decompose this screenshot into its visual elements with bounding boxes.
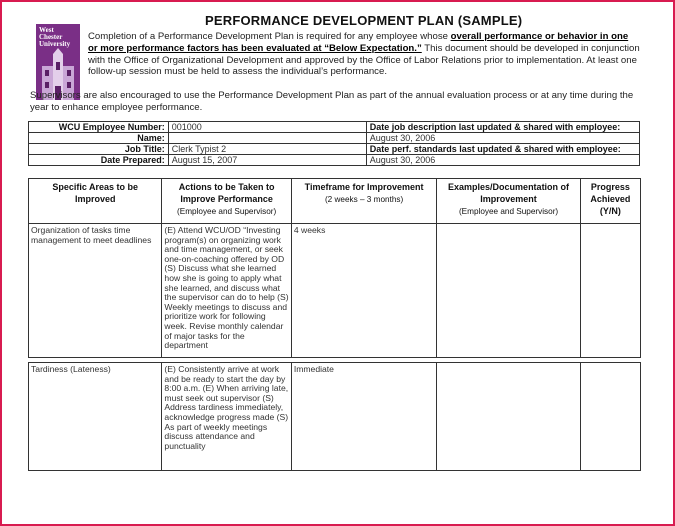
intro-text-2: This document should be developed in conjunction with the Office of Organizational Development and approved by the Office of Labor Relations prior to implementation. At least one follow-up session must be held to assess the individual’s performance. bbox=[88, 42, 640, 78]
page-title: PERFORMANCE DEVELOPMENT PLAN (SAMPLE) bbox=[205, 13, 523, 28]
examples-cell[interactable] bbox=[437, 224, 580, 358]
job-title-value[interactable]: Clerk Typist 2 bbox=[168, 144, 366, 155]
header-actions bbox=[162, 179, 291, 224]
date-prepared-label: Date Prepared: bbox=[29, 155, 169, 166]
header-timeframe-text: Timeframe for Improvement bbox=[304, 182, 424, 192]
timeframe-cell[interactable]: 4 weeks bbox=[291, 224, 436, 358]
area-cell[interactable]: Organization of tasks time management to meet deadlines bbox=[29, 224, 162, 358]
employee-info-table bbox=[28, 121, 640, 166]
job-desc-date[interactable]: August 30, 2006 bbox=[366, 133, 639, 144]
progress-cell[interactable] bbox=[580, 363, 640, 471]
actions-cell[interactable]: (E) Attend WCU/OD “Investing program(s) on organizing work and time management, or seek one-on-coaching offered by OD (S) Discuss what she learned how she is going to apply what she learned, and discuss what the supervisor can do to help (S) Weekly meetings to discuss and prioritize work for following week. Revise monthly calendar of major tasks for the department bbox=[162, 224, 291, 358]
header-examples bbox=[437, 179, 580, 224]
logo-text: West Chester University bbox=[39, 26, 71, 48]
header-areas bbox=[29, 179, 162, 224]
header-actions-text: Actions to be Taken to Improve Performance bbox=[178, 182, 275, 204]
header-progress-sub: (Y/N) bbox=[599, 206, 621, 216]
examples-cell[interactable] bbox=[437, 363, 580, 471]
area-cell[interactable]: Tardiness (Lateness) bbox=[29, 363, 162, 471]
header-actions-sub: (Employee and Supervisor) bbox=[177, 207, 277, 216]
header-examples-text: Examples/Documentation of Improvement bbox=[448, 182, 570, 204]
header-progress-text: Progress Achieved bbox=[590, 182, 631, 204]
job-desc-label: Date job description last updated & shared with employee: bbox=[366, 122, 639, 133]
employee-number-label: WCU Employee Number: bbox=[29, 122, 169, 133]
university-logo bbox=[36, 24, 80, 100]
table-row bbox=[29, 224, 641, 358]
name-value[interactable] bbox=[168, 133, 366, 144]
timeframe-cell[interactable]: Immediate bbox=[291, 363, 436, 471]
name-label: Name: bbox=[29, 133, 169, 144]
header-areas-text: Specific Areas to be Improved bbox=[52, 182, 139, 204]
perf-std-label: Date perf. standards last updated & shared with employee: bbox=[366, 144, 639, 155]
date-prepared-value[interactable]: August 15, 2007 bbox=[168, 155, 366, 166]
intro-emphasis: overall performance or behavior in one or more performance factors has been evaluated at “Below Expectation.” bbox=[88, 31, 629, 54]
employee-number-value[interactable]: 001000 bbox=[168, 122, 366, 133]
supervisor-paragraph: Supervisors are also encouraged to use the Performance Development Plan as part of the annual evaluation process or at any time during the year to enhance employee performance. bbox=[30, 90, 634, 113]
intro-paragraph bbox=[88, 31, 640, 78]
header-progress bbox=[580, 179, 640, 224]
header-examples-sub: (Employee and Supervisor) bbox=[458, 207, 559, 216]
header-timeframe-sub: (2 weeks – 3 months) bbox=[324, 195, 404, 204]
job-title-label: Job Title: bbox=[29, 144, 169, 155]
improvement-plan-table bbox=[28, 178, 641, 471]
perf-std-date[interactable]: August 30, 2006 bbox=[366, 155, 639, 166]
header-timeframe bbox=[291, 179, 436, 224]
actions-cell[interactable]: (E) Consistently arrive at work and be ready to start the day by 8:00 a.m. (E) When arriving late, must seek out supervisor (S) Address tardiness immediately, acknowledge progress made (S) As part of weekly meetings discuss attendance and punctuality bbox=[162, 363, 291, 471]
table-row bbox=[29, 363, 641, 471]
intro-text-1: Completion of a Performance Development Plan is required for any employee whose bbox=[88, 31, 451, 42]
progress-cell[interactable] bbox=[580, 224, 640, 358]
